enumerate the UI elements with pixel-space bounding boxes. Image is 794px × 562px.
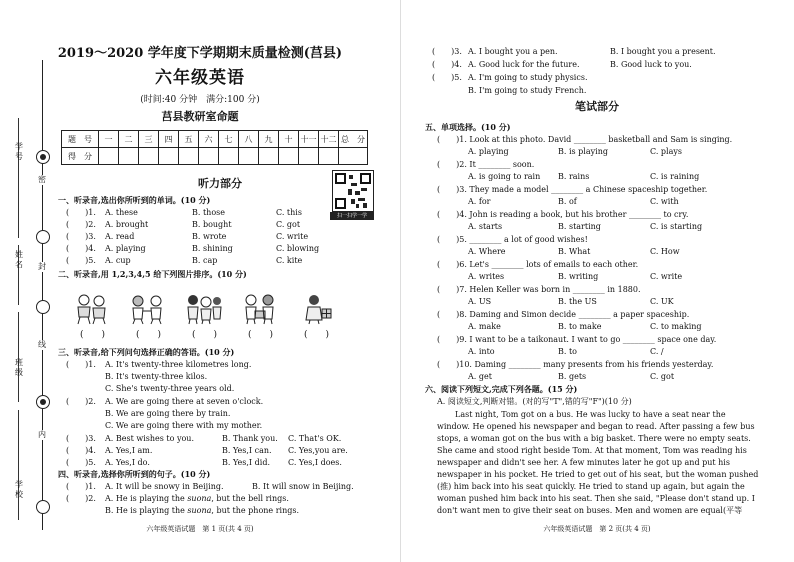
sec4-q1-num[interactable]: ( )1. xyxy=(66,482,96,491)
sec5-q9-option-a: A. into xyxy=(468,347,495,356)
score-cell: 二 xyxy=(119,131,139,148)
sec1-q3-option-b: B. wrote xyxy=(192,232,227,241)
section6-title: 六、阅读下列短文,完成下列各题。(15 分) xyxy=(425,384,578,394)
issuer: 莒县教研室命题 xyxy=(161,110,239,123)
sec5-q9-option-b: B. to xyxy=(558,347,577,356)
listening-q3-option-b: B. I bought you a present. xyxy=(610,47,716,56)
score-table-score-row xyxy=(62,148,368,165)
sec3-q2-option-b: B. We are going there by train. xyxy=(105,409,231,418)
sec5-q8-option-a: A. make xyxy=(468,322,501,331)
seal-line xyxy=(42,60,43,530)
sec1-q4-option-b: B. shining xyxy=(192,244,233,253)
score-input-cell[interactable] xyxy=(299,148,319,165)
seal-char: 封 xyxy=(38,262,46,271)
score-cell: 七 xyxy=(219,131,239,148)
passage-line: newspaper and didn't see her. A few minutes later he got up and put his xyxy=(437,458,730,467)
listening-q4-num[interactable]: ( )4. xyxy=(432,60,462,69)
score-cell: 九 xyxy=(259,131,279,148)
score-input-cell[interactable] xyxy=(139,148,159,165)
sec3-q5-num[interactable]: ( )5. xyxy=(66,458,96,467)
sec5-q1-option-c: C. plays xyxy=(650,147,682,156)
passage-line: newspaper in his pocket. He tried to get out of his seat, but the woman pushed xyxy=(437,470,759,479)
sec5-q5-option-c: C. How xyxy=(650,247,680,256)
sec5-q3-option-a: A. for xyxy=(468,197,491,206)
sec3-q2-option-a: A. We are going there at seven o'clock. xyxy=(105,397,264,406)
sec3-q5-option-c: C. Yes,I does. xyxy=(288,458,342,467)
qr-module xyxy=(349,175,353,179)
qr-module xyxy=(355,191,360,195)
sec1-q1-option-b: B. those xyxy=(192,208,225,217)
score-cell: 十二 xyxy=(319,131,339,148)
sec1-q5-option-a: A. cup xyxy=(105,256,131,265)
qr-module xyxy=(363,203,367,208)
sec1-q5-num[interactable]: ( )5. xyxy=(66,256,96,265)
sec1-q3-option-c: C. write xyxy=(276,232,309,241)
binding-hole xyxy=(36,150,50,164)
sec5-q5-option-b: B. What xyxy=(558,247,591,256)
written-header: 笔试部分 xyxy=(575,100,619,113)
sec5-q7-stem[interactable]: ( )7. Helen Keller was born in ________ in 1880. xyxy=(437,285,641,294)
sec3-q1-option-b: B. It's twenty-three kilos. xyxy=(105,372,208,381)
sec3-q3-option-c: C. That's OK. xyxy=(288,434,342,443)
picture-order-answer-3[interactable]: ( ) xyxy=(192,330,218,340)
qr-caption: 扫一扫学一学 xyxy=(330,212,374,220)
score-table xyxy=(61,130,368,165)
picture-order-answer-2[interactable]: ( ) xyxy=(136,330,162,340)
listening-q5-option-a: A. I'm going to study physics. xyxy=(468,73,588,82)
sec5-q2-option-c: C. is raining xyxy=(650,172,700,181)
sec1-q5-option-c: C. kite xyxy=(276,256,303,265)
binding-hole xyxy=(36,230,50,244)
sec3-q1-num[interactable]: ( )1. xyxy=(66,360,96,369)
score-input-cell[interactable] xyxy=(339,148,368,165)
sec3-q3-option-b: B. Thank you. xyxy=(222,434,278,443)
sec3-q4-option-c: C. Yes,you are. xyxy=(288,446,348,455)
sec1-q2-option-b: B. bought xyxy=(192,220,232,229)
sec1-q3-option-a: A. read xyxy=(105,232,135,241)
sec5-q7-option-c: C. UK xyxy=(650,297,674,306)
score-cell: 一 xyxy=(99,131,119,148)
sec5-q10-option-a: A. get xyxy=(468,372,492,381)
score-cell: 总 分 xyxy=(339,131,368,148)
right-page-footer: 六年级英语试题 第 2 页(共 4 页) xyxy=(543,525,651,533)
sec1-q1-num[interactable]: ( )1. xyxy=(66,208,96,217)
sec1-q2-num[interactable]: ( )2. xyxy=(66,220,96,229)
school-line xyxy=(18,410,19,520)
sec3-q2-option-c: C. We are going there with my mother. xyxy=(105,421,263,430)
sec3-q4-option-b: B. Yes,I can. xyxy=(222,446,272,455)
score-cell: 八 xyxy=(239,131,259,148)
school-label: 学 校 xyxy=(15,480,31,499)
qr-module xyxy=(358,198,365,201)
picture-order-answer-5[interactable]: ( ) xyxy=(304,330,330,340)
italic-word: suona xyxy=(187,494,212,503)
sec5-q7-option-b: B. the US xyxy=(558,297,597,306)
sec5-q5-stem[interactable]: ( )5. ________ a lot of good wishes! xyxy=(437,235,588,244)
qr-module xyxy=(351,199,355,204)
passage-line: stops, a woman got on the bus with a big basket. There were no empty seats. xyxy=(437,434,751,443)
score-cell: 题 号 xyxy=(62,131,99,148)
text-part: , but the phone rings. xyxy=(211,506,300,515)
sec1-q3-num[interactable]: ( )3. xyxy=(66,232,96,241)
sec1-q1-option-a: A. these xyxy=(105,208,138,217)
sec3-q5-option-b: B. Yes,I did. xyxy=(222,458,270,467)
qr-finder xyxy=(335,198,346,209)
sec5-q3-option-c: C. with xyxy=(650,197,679,206)
children-playing-picture xyxy=(128,293,168,325)
sec5-q9-option-c: C. / xyxy=(650,347,664,356)
sec3-q1-option-c: C. She's twenty-three years old. xyxy=(105,384,235,393)
sec5-q6-option-b: B. writing xyxy=(558,272,599,281)
sec3-q5-option-a: A. Yes,I do. xyxy=(105,458,150,467)
qr-module xyxy=(351,183,357,186)
section6-part-a-instruction: A. 阅读短文,判断对错。(对的写"T",错的写"F")(10 分) xyxy=(437,397,632,406)
score-input-cell[interactable] xyxy=(259,148,279,165)
sec5-q8-option-b: B. to make xyxy=(558,322,602,331)
girl-with-gift-picture xyxy=(296,293,336,325)
sec5-q7-option-a: A. US xyxy=(468,297,492,306)
binding-hole xyxy=(36,395,50,409)
sec5-q8-option-c: C. to making xyxy=(650,322,702,331)
picture-order-answer-1[interactable]: ( ) xyxy=(80,330,106,340)
sec3-q4-option-a: A. Yes,I am. xyxy=(105,446,153,455)
sec5-q1-option-b: B. is playing xyxy=(558,147,608,156)
qr-module xyxy=(356,204,359,208)
class-line xyxy=(18,312,19,402)
section2-title: 二、听录音,用 1,2,3,4,5 给下列图片排序。(10 分) xyxy=(58,269,247,279)
student-id-line xyxy=(18,118,19,238)
sec5-q3-option-b: B. of xyxy=(558,197,577,206)
boys-running-picture xyxy=(72,293,112,325)
qr-finder xyxy=(360,173,371,184)
binding-hole xyxy=(36,500,50,514)
score-cell: 五 xyxy=(179,131,199,148)
sec5-q4-stem[interactable]: ( )4. John is reading a book, but his brother ________ to cry. xyxy=(437,210,689,219)
picture-order-answer-4[interactable]: ( ) xyxy=(248,330,274,340)
score-input-cell[interactable] xyxy=(239,148,259,165)
sec4-q1-option-a: A. It will be snowy in Beijing. xyxy=(105,482,224,491)
listening-q3-num[interactable]: ( )3. xyxy=(432,47,462,56)
sec1-q4-num[interactable]: ( )4. xyxy=(66,244,96,253)
sec5-q4-option-c: C. is starting xyxy=(650,222,703,231)
score-input-cell[interactable] xyxy=(119,148,139,165)
sec5-q6-option-c: C. write xyxy=(650,272,683,281)
score-input-cell[interactable] xyxy=(199,148,219,165)
sec5-q3-stem[interactable]: ( )3. They made a model ________ a Chinese spaceship together. xyxy=(437,185,708,194)
girls-party-picture xyxy=(184,293,224,325)
score-cell: 四 xyxy=(159,131,179,148)
sec5-q9-stem[interactable]: ( )9. I want to be a taikonaut. I want to go ________ space one day. xyxy=(437,335,717,344)
score-input-cell[interactable] xyxy=(279,148,299,165)
sec1-q2-option-a: A. brought xyxy=(105,220,149,229)
sec1-q1-option-c: C. this xyxy=(276,208,302,217)
sec5-q4-option-b: B. starting xyxy=(558,222,601,231)
score-input-cell[interactable] xyxy=(159,148,179,165)
score-input-cell[interactable] xyxy=(219,148,239,165)
score-input-cell[interactable] xyxy=(319,148,339,165)
listening-q5-option-b: B. I'm going to study French. xyxy=(468,86,587,95)
sec3-q1-option-a: A. It's twenty-three kilometres long. xyxy=(105,360,252,369)
sec5-q6-option-a: A. writes xyxy=(468,272,505,281)
sec5-q1-option-a: A. playing xyxy=(468,147,509,156)
qr-finder xyxy=(335,173,346,184)
sec5-q4-option-a: A. starts xyxy=(468,222,503,231)
sec1-q4-option-c: C. blowing xyxy=(276,244,320,253)
section4-title: 四、听录音,选择你所听到的句子。(10 分) xyxy=(58,469,211,479)
score-cell: 三 xyxy=(139,131,159,148)
student-id-label: 学 号 xyxy=(15,142,31,161)
listening-q4-option-b: B. Good luck to you. xyxy=(610,60,692,69)
sec3-q3-option-a: A. Best wishes to you. xyxy=(105,434,194,443)
passage-line: don't want men to give their seat on buses. Men and women are equal(平等 xyxy=(437,506,743,515)
children-with-cake-picture xyxy=(240,293,280,325)
time-info: (时间:40 分钟 满分:100 分) xyxy=(140,95,260,105)
sec5-q10-option-b: B. gets xyxy=(558,372,587,381)
sec3-q2-num[interactable]: ( )2. xyxy=(66,397,96,406)
sec5-q6-stem[interactable]: ( )6. Let's ________ lots of emails to each other. xyxy=(437,260,639,269)
score-cell: 十一 xyxy=(299,131,319,148)
sec4-q1-option-b: B. It will snow in Beijing. xyxy=(252,482,354,491)
sec5-q2-option-b: B. rains xyxy=(558,172,590,181)
sec5-q2-option-a: A. is going to rain xyxy=(468,172,541,181)
section1-title: 一、听录音,选出你所听到的单词。(10 分) xyxy=(58,195,211,205)
italic-word: suona xyxy=(187,506,212,515)
page-divider xyxy=(400,0,401,562)
sec5-q10-option-c: C. got xyxy=(650,372,675,381)
seal-char: 线 xyxy=(38,340,46,349)
sec3-q4-num[interactable]: ( )4. xyxy=(66,446,96,455)
sec4-q2-num[interactable]: ( )2. xyxy=(66,494,96,503)
listening-header: 听力部分 xyxy=(198,177,242,190)
listening-q5-num[interactable]: ( )5. xyxy=(432,73,462,82)
score-row-label: 得 分 xyxy=(62,148,99,165)
class-label: 班 级 xyxy=(15,358,31,377)
sec4-q2-option-b xyxy=(105,505,299,516)
sec1-q4-option-a: A. playing xyxy=(105,244,146,253)
score-table-header-row xyxy=(62,131,368,148)
text-part: A. He is playing the xyxy=(105,494,188,503)
exam-title: 2019～2020 学年度下学期期末质量检测(莒县) xyxy=(57,46,343,61)
sec1-q2-option-c: C. got xyxy=(276,220,301,229)
score-cell: 十 xyxy=(279,131,299,148)
passage-line: She came and stood right beside Tom. At that moment, Tom was reading his xyxy=(437,446,747,455)
sec4-q2-option-a xyxy=(105,493,289,504)
text-part: , but the bell rings. xyxy=(211,494,289,503)
qr-module xyxy=(361,188,367,191)
binding-hole xyxy=(36,300,50,314)
qr-code[interactable] xyxy=(332,170,374,212)
listening-q3-option-a: A. I bought you a pen. xyxy=(468,47,558,56)
name-label: 姓 名 xyxy=(15,250,31,269)
seal-char: 内 xyxy=(38,430,46,439)
score-input-cell[interactable] xyxy=(179,148,199,165)
section3-title: 三、听录音,给下列问句选择正确的答语。(10 分) xyxy=(58,347,235,357)
sec5-q1-stem[interactable]: ( )1. Look at this photo. David ________ basketball and Sam is singing. xyxy=(437,135,733,144)
score-input-cell[interactable] xyxy=(99,148,119,165)
sec5-q5-option-a: A. Where xyxy=(468,247,506,256)
sec5-q2-stem[interactable]: ( )2. It ________ soon. xyxy=(437,160,535,169)
seal-char: 密 xyxy=(38,175,46,184)
score-cell: 六 xyxy=(199,131,219,148)
passage-line: woman pushed him back into his seat. Then she said, "Please don't stand up. I xyxy=(437,494,755,503)
sec1-q5-option-b: B. cap xyxy=(192,256,218,265)
section5-title: 五、单项选择。(10 分) xyxy=(425,122,511,132)
text-part: B. He is playing the xyxy=(105,506,188,515)
qr-module xyxy=(348,189,352,195)
passage-line: window. He opened his newspaper and began to read. After passing a few bus xyxy=(437,422,755,431)
passage-line: Last night, Tom got on a bus. He was lucky to have a seat near the xyxy=(455,410,726,419)
listening-q4-option-a: A. Good luck for the future. xyxy=(468,60,580,69)
sec3-q3-num[interactable]: ( )3. xyxy=(66,434,96,443)
sec5-q8-stem[interactable]: ( )8. Daming and Simon decide ________ a paper spaceship. xyxy=(437,310,690,319)
left-page-footer: 六年级英语试题 第 1 页(共 4 页) xyxy=(146,525,254,533)
passage-line: (推) him back into his seat quickly. He tried to stand up again, but again the xyxy=(437,482,745,491)
subject-title: 六年级英语 xyxy=(155,68,245,88)
sec5-q10-stem[interactable]: ( )10. Daming ________ many presents from his friends yesterday. xyxy=(437,360,714,369)
